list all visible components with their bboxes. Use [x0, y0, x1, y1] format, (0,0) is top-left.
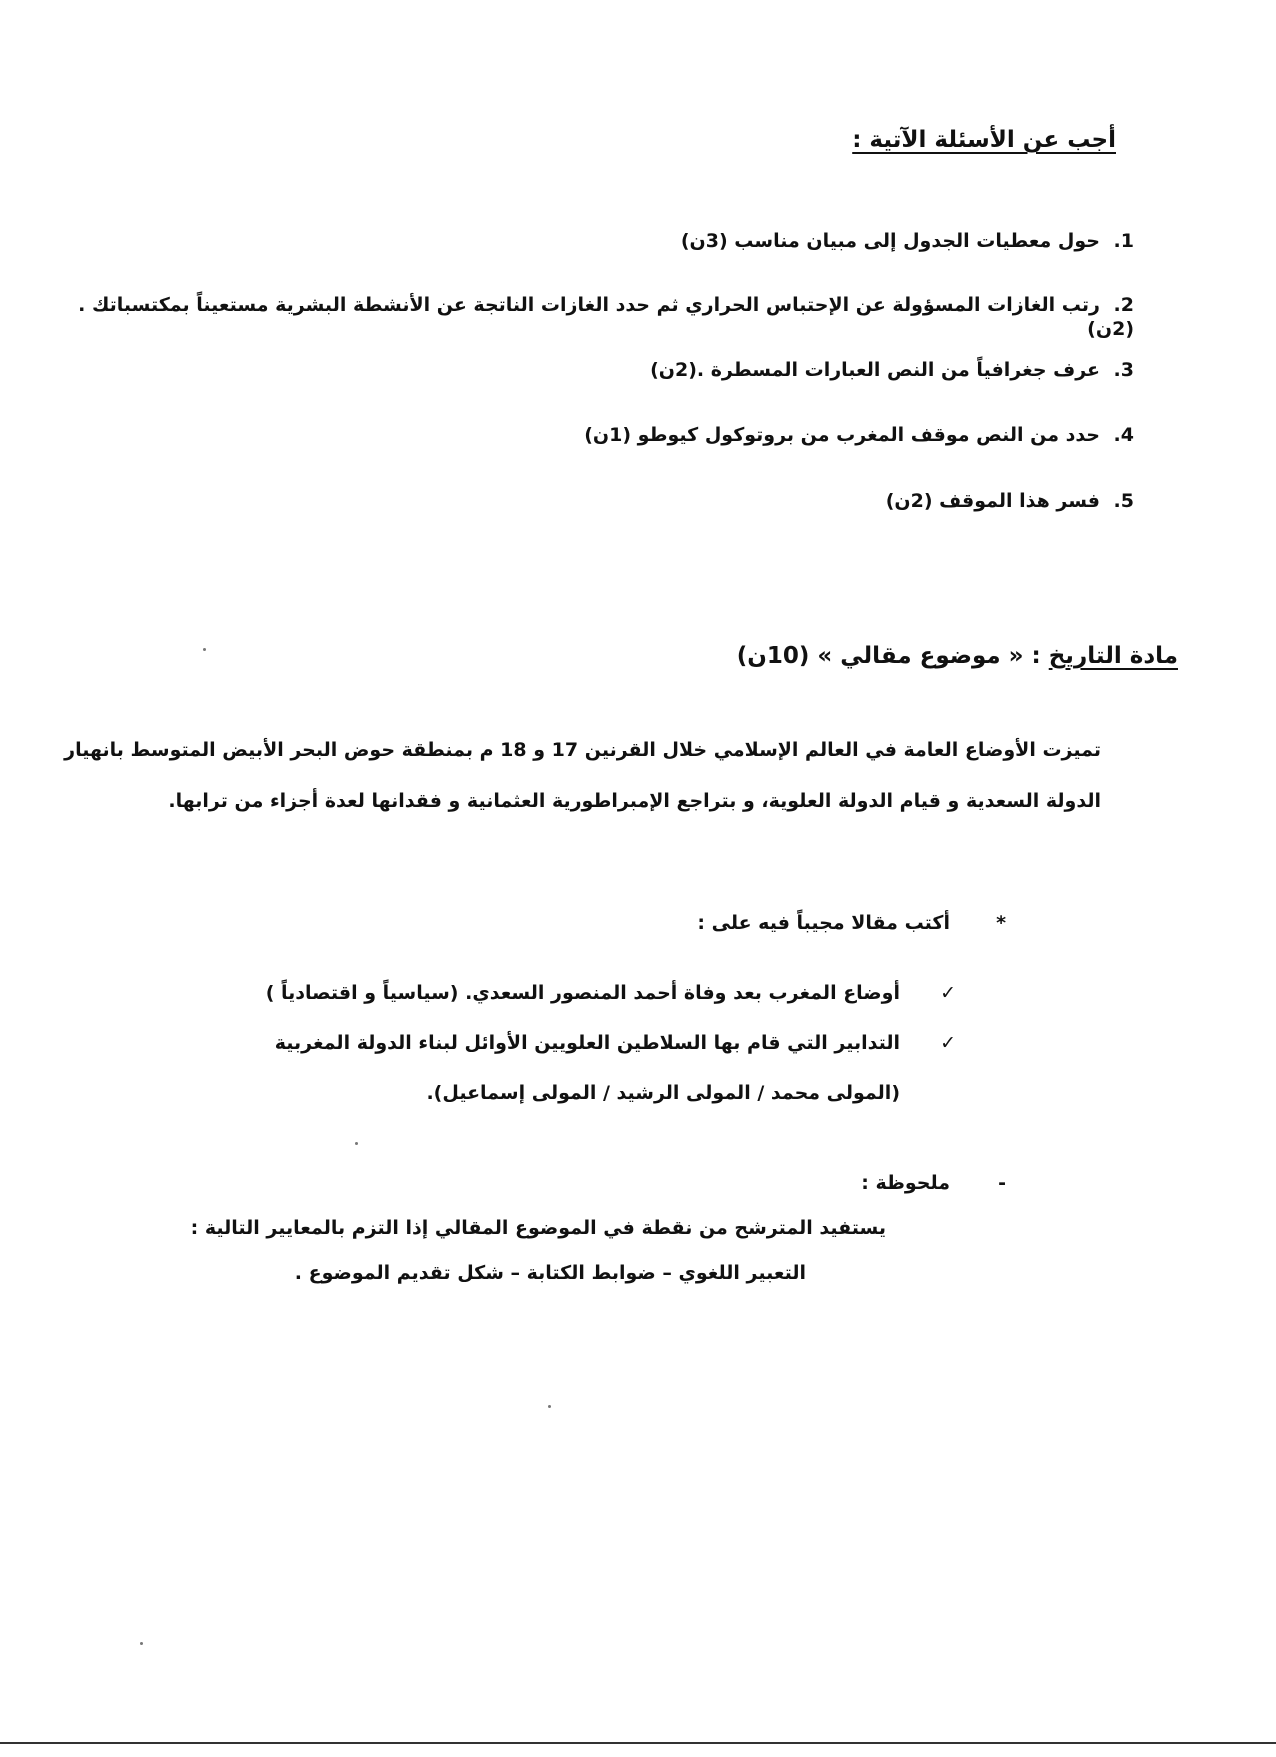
question-number: 5. — [1113, 490, 1134, 512]
checkmark-icon: ✓ — [940, 982, 956, 1004]
page-bottom-rule — [0, 1742, 1276, 1744]
scan-speck — [140, 1642, 143, 1645]
question-text: رتب الغازات المسؤولة عن الإحتباس الحراري ثم حدد الغازات الناتجة عن الأنشطة البشرية مستعيناً بمكتسباتك . (2ن) — [78, 294, 1134, 340]
question-text: حول معطيات الجدول إلى مبيان مناسب (3ن) — [680, 230, 1100, 252]
question-3 — [30, 359, 1134, 383]
note-heading — [30, 1172, 1006, 1196]
intro-paragraph-line-2: الدولة السعدية و قيام الدولة العلوية، و بتراجع الإمبراطورية العثمانية و فقدانها لعدة أجزاء من ترابها. — [168, 790, 1101, 812]
question-4 — [30, 424, 1134, 448]
question-number: 3. — [1113, 359, 1134, 381]
question-2 — [30, 294, 1134, 342]
scan-speck — [548, 1405, 551, 1408]
question-number: 2. — [1113, 294, 1134, 316]
dash-marker: - — [998, 1172, 1006, 1194]
task-text: أكتب مقالا مجيباً فيه على : — [697, 912, 950, 934]
history-heading-rest: : « موضوع مقالي » (10ن) — [736, 643, 1041, 669]
essay-item-text: أوضاع المغرب بعد وفاة أحمد المنصور السعدي. (سياسياً و اقتصادياً ) — [265, 982, 900, 1004]
note-label: ملحوظة : — [861, 1172, 950, 1194]
history-heading — [30, 642, 1178, 671]
history-heading-label: مادة التاريخ — [1048, 643, 1178, 669]
note-line-2: التعبير اللغوي – ضوابط الكتابة – شكل تقديم الموضوع . — [294, 1262, 806, 1284]
geography-heading-text: أجب عن الأسئلة الآتية : — [852, 127, 1116, 153]
question-text: فسر هذا الموقف (2ن) — [885, 490, 1100, 512]
question-text: عرف جغرافياً من النص العبارات المسطرة .(2ن) — [650, 359, 1100, 381]
intro-paragraph-line-1: تميزت الأوضاع العامة في العالم الإسلامي خلال القرنين 17 و 18 م بمنطقة حوض البحر الأبيض المتوسط بانهيار — [64, 739, 1101, 761]
note-line-1: يستفيد المترشح من نقطة في الموضوع المقالي إذا التزم بالمعايير التالية : — [190, 1217, 886, 1239]
task-line — [30, 912, 1006, 936]
question-1 — [30, 230, 1134, 254]
scan-speck — [355, 1142, 358, 1145]
checkmark-icon: ✓ — [940, 1032, 956, 1054]
essay-item-2 — [30, 1032, 956, 1056]
essay-item-1 — [30, 982, 956, 1006]
scan-speck — [203, 648, 206, 651]
question-number: 1. — [1113, 230, 1134, 252]
geography-heading — [30, 126, 1116, 155]
question-5 — [30, 490, 1134, 514]
essay-item-text: التدابير التي قام بها السلاطين العلويين الأوائل لبناء الدولة المغربية — [274, 1032, 900, 1054]
asterisk-marker: * — [996, 912, 1006, 934]
question-text: حدد من النص موقف المغرب من بروتوكول كيوطو (1ن) — [584, 424, 1100, 446]
question-number: 4. — [1113, 424, 1134, 446]
essay-item-2-continuation: (المولى محمد / المولى الرشيد / المولى إسماعيل). — [426, 1082, 900, 1104]
